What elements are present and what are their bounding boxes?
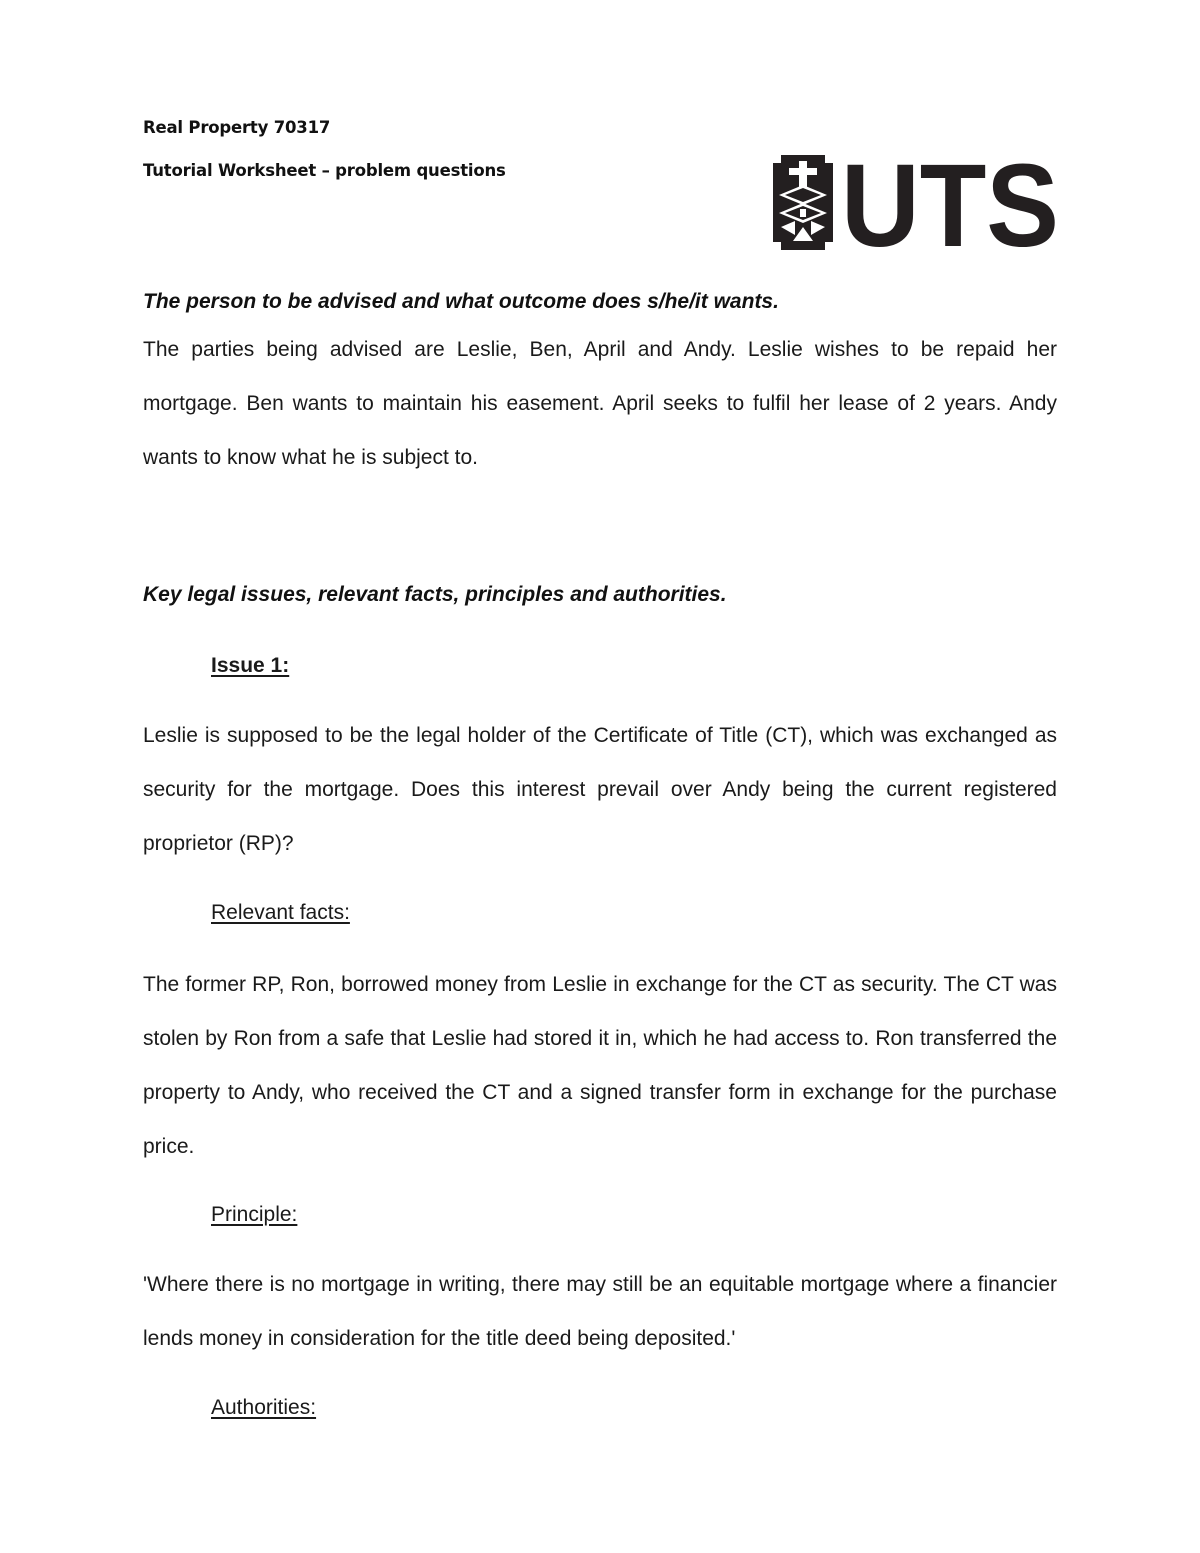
relevant-facts-heading: Relevant facts: <box>211 901 350 924</box>
parties-paragraph: The parties being advised are Leslie, Ben, April and Andy. Leslie wishes to be repaid her mortgage. Ben wants to maintain his easement. April seeks to fulfil her lease of 2 years. Andy wants to know what he is subject to. <box>143 338 1057 469</box>
section-heading-advice: The person to be advised and what outcome does s/he/it wants. <box>143 290 779 313</box>
uts-crest-icon <box>773 155 833 250</box>
worksheet-title: Tutorial Worksheet – problem questions <box>143 161 506 180</box>
issue-1-question: Leslie is supposed to be the legal holder of the Certificate of Title (CT), which was exchanged as security for the mortgage. Does this interest prevail over Andy being the current registered proprietor (RP)? <box>143 724 1057 855</box>
relevant-facts-paragraph: The former RP, Ron, borrowed money from Leslie in exchange for the CT as security. The CT was stolen by Ron from a safe that Leslie had stored it in, which he had access to. Ron transferred the property to Andy, who received the CT and a signed transfer form in exchange for the purchase price. <box>143 973 1057 1158</box>
section-heading-issues: Key legal issues, relevant facts, principles and authorities. <box>143 583 727 606</box>
course-title: Real Property 70317 <box>143 118 331 137</box>
principle-paragraph: 'Where there is no mortgage in writing, there may still be an equitable mortgage where a financier lends money in consideration for the title deed being deposited.' <box>143 1273 1057 1350</box>
authorities-heading: Authorities: <box>211 1396 317 1419</box>
issue-1-heading: Issue 1: <box>211 654 290 677</box>
uts-logo <box>773 155 1063 250</box>
uts-logo-text: UTS <box>841 155 1059 250</box>
principle-heading: Principle: <box>211 1203 298 1226</box>
